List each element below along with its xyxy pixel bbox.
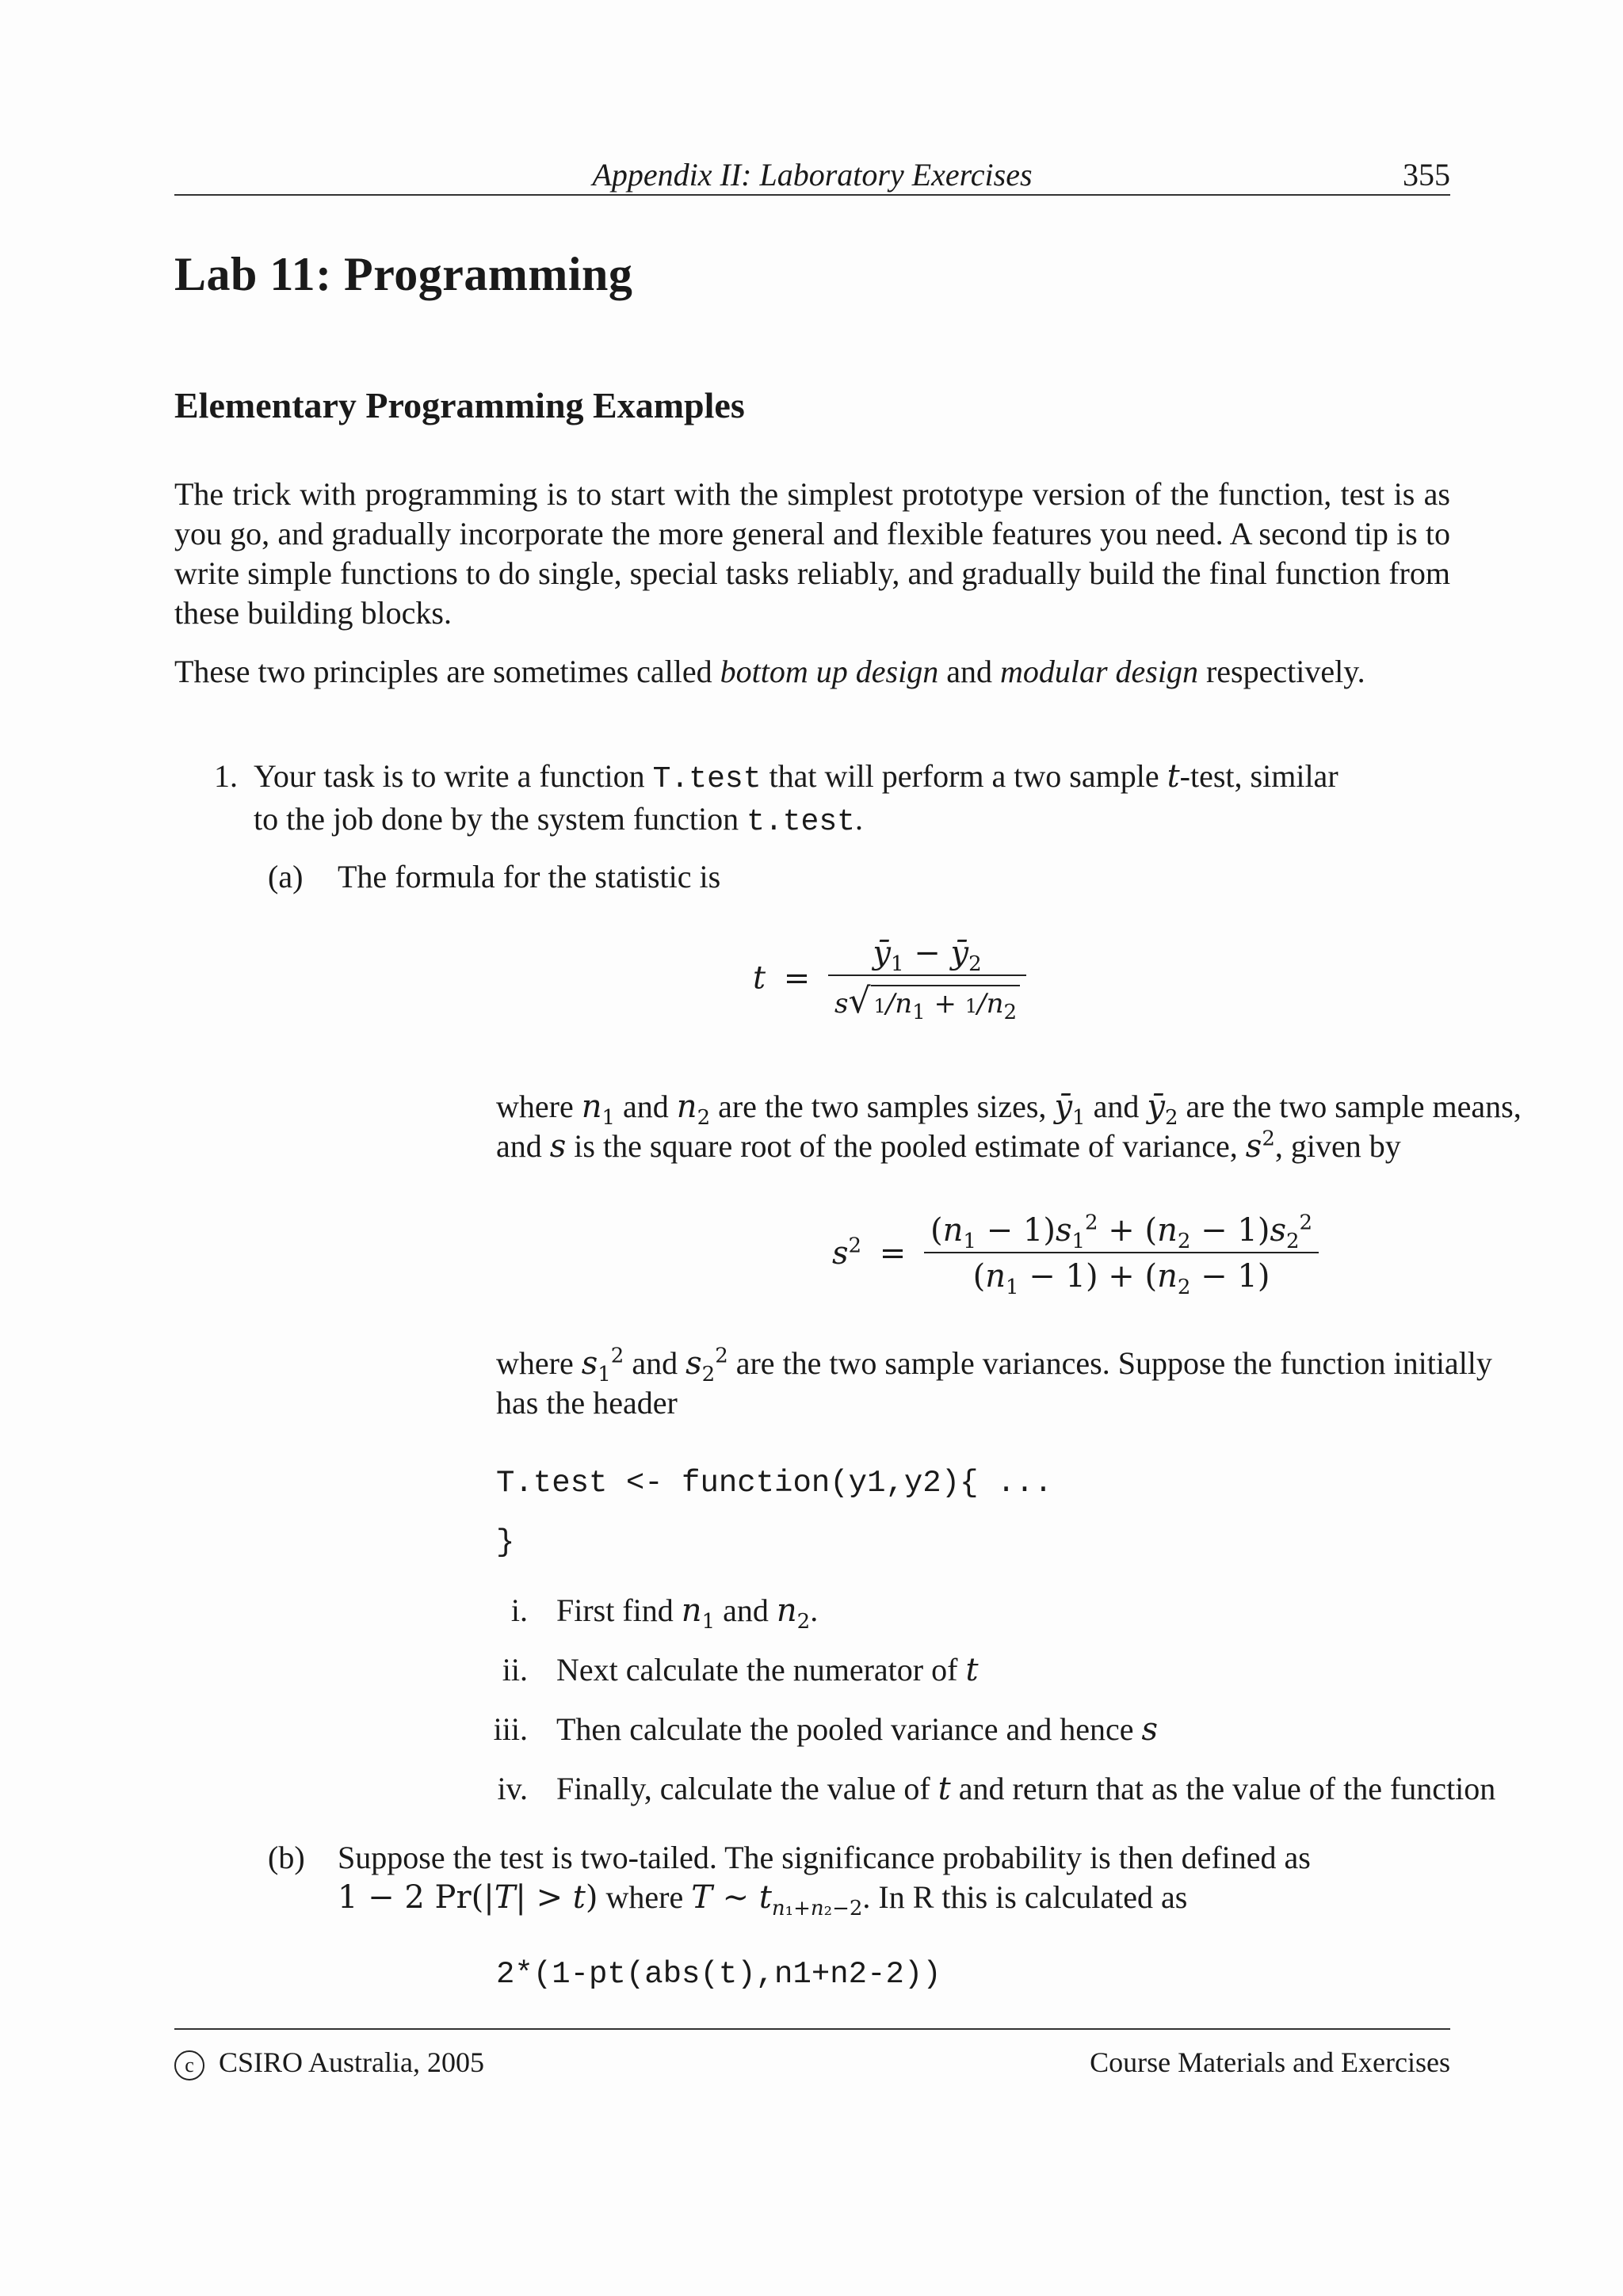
copyright-icon: c <box>174 2050 204 2081</box>
page-number: 355 <box>1403 157 1450 193</box>
document-page: Appendix II: Laboratory Exercises 355 Lab 11: Programming Elementary Programming Examples The trick with programming is to start with the simplest prototype version of the function, test is as you go, and gradually incorporate the more general and flexible features you need. A second tip is to write simple functions to do single, special tasks reliably, and gradually build the final function from these building blocks. These two principles are sometimes called bottom up design and modular design respectively. 1. Your task is to write a function T.test that will perform a two sample t-test, similar to the job done by the system function t.test. (a) The formula for the statistic is t = $\frac{ȳ_1 - ȳ_2}{s√ 1/n_1 + 1/n_2}$ where $n_1$ and $n_2$ are the two samples sizes, $ȳ_1$ and $ȳ_2$ are the two sample means, and s is the square root of the pooled estimate of variance, $s^2$, given by $s^2$ = $\frac{(n_1 - 1)s_1^2 + (n_2 - 1)s_2^2}{(n_1 - 1) + (n_2 - 1)}$ where $s_1^2$ and $s_2^2$ are the two sample variances. Suppose the function initially has the header T.test <- function(y1,y2){ ... } i. First find $n_1$ and $n_2$. ii. Next calculate the numerator of t iii. Then calculate the pooled variance and hence s iv. Finally, calculate the value of t and return that as the value of the function (b) Suppose the test is two-tailed. The significance probability is then defined as 1 − 2 Pr(|T| > t) where T ∼ $t_{n_1+n_2-2}$. In R this is calculated as 2*(1-pt(abs(t),n1+n2-2)) c CSIRO Australia, 2005 Course Materials and Exercises <box>174 0 1450 2296</box>
pooled-variance-formula: $s^2$ = $\frac{(n_1 - 1)s_1^2 + (n_2 - 1)s_2^2}{(n_1 - 1) + (n_2 - 1)}$ <box>832 1212 1319 1295</box>
page-footer <box>174 2028 1450 2078</box>
t-statistic-formula: t = $\frac{ȳ_1 - ȳ_2}{s√ 1/n_1 + 1/n_2}$ <box>753 935 1026 1021</box>
list-marker: (b) <box>268 1840 305 1875</box>
code-header-line: T.test <- function(y1,y2){ ... <box>496 1466 1053 1501</box>
code-pvalue: 2*(1-pt(abs(t),n1+n2-2)) <box>496 1957 941 1992</box>
intro-paragraph: The trick with programming is to start with the simplest prototype version of the function, test is as you go, and gradually incorporate the more general and flexible features you need. A second tip is to write simple functions to do single, special tasks reliably, and gradually build the final function from these building blocks. <box>174 476 1450 631</box>
chapter-title: Lab 11: Programming <box>174 248 633 300</box>
principles-paragraph: These two principles are sometimes called bottom up design and modular design respectively. <box>174 654 1365 689</box>
code-close-brace: } <box>496 1525 515 1560</box>
running-header <box>174 153 1450 196</box>
where-variances-paragraph: where $s_1^2$ and $s_2^2$ are the two sample variances. Suppose the function initially has the header <box>496 1344 1492 1421</box>
code-inline: T.test <box>652 762 762 796</box>
running-title: Appendix II: Laboratory Exercises <box>592 157 1033 193</box>
section-title: Elementary Programming Examples <box>174 385 745 425</box>
where-sizes-paragraph: where $n_1$ and $n_2$ are the two samples sizes, $ȳ_1$ and $ȳ_2$ are the two sample means, and s is the square root of the pooled estimate of variance, $s^2$, given by <box>496 1089 1522 1165</box>
list-marker: 1. <box>214 758 238 794</box>
code-inline: t.test <box>747 805 855 839</box>
footer-right: Course Materials and Exercises <box>1090 2046 1450 2078</box>
footer-left: c CSIRO Australia, 2005 <box>174 2046 484 2081</box>
list-marker: (a) <box>268 859 304 894</box>
